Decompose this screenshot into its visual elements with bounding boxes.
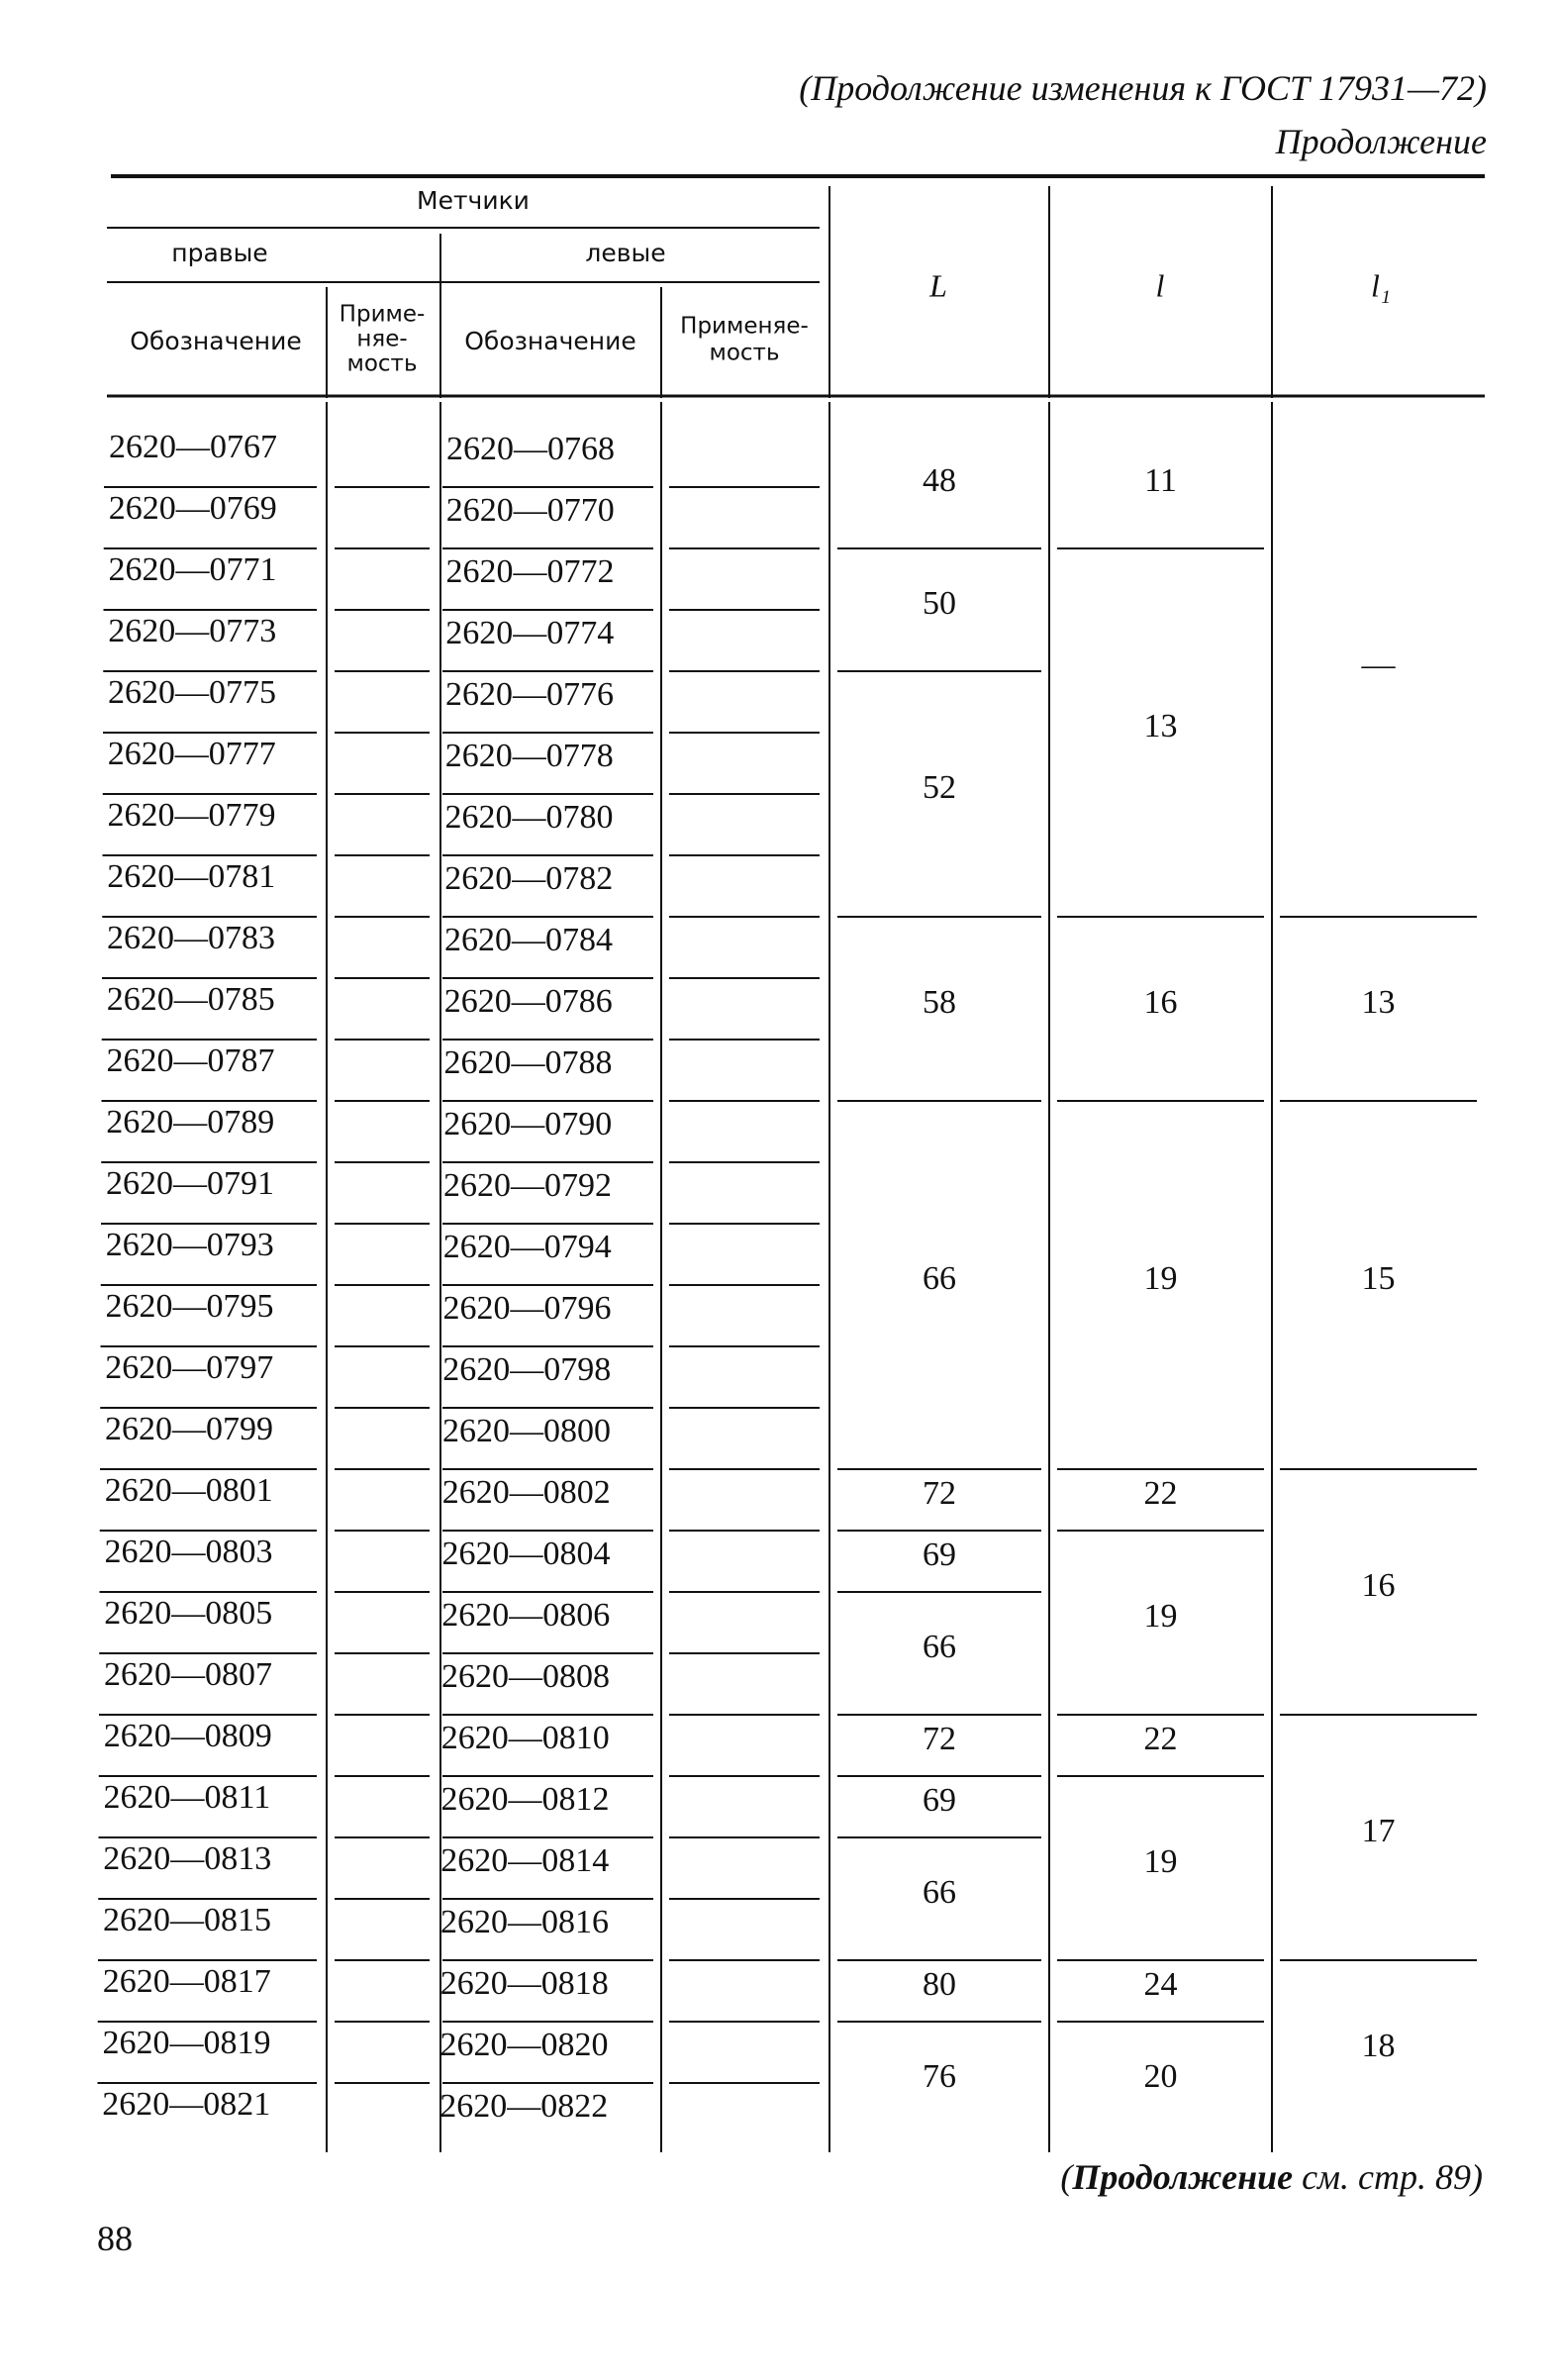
value-l1: 18 — [1361, 2027, 1396, 2064]
left-tap-designation: 2620—0796 — [442, 1289, 612, 1327]
header-col-l: l — [1155, 267, 1165, 304]
value-L: 48 — [923, 461, 956, 499]
value-l: 19 — [1143, 1259, 1178, 1297]
value-l1: 13 — [1361, 983, 1396, 1021]
left-tap-designation: 2620—0804 — [441, 1535, 611, 1572]
header-right-applicability: мость — [346, 350, 418, 377]
value-l1: 15 — [1361, 1259, 1396, 1297]
value-l1: 16 — [1361, 1566, 1396, 1604]
left-tap-designation: 2620—0812 — [440, 1780, 610, 1818]
right-tap-designation: 2620—0791 — [106, 1164, 274, 1202]
header-group-title: Метчики — [417, 186, 530, 215]
header-right-applicability: Приме- — [339, 301, 426, 328]
header-right-applicability: няе- — [356, 326, 408, 352]
right-tap-designation: 2620—0805 — [104, 1594, 273, 1632]
header-col-l1: l₁ — [1370, 267, 1392, 304]
value-l: 19 — [1143, 1597, 1178, 1635]
left-tap-designation: 2620—0822 — [439, 2087, 609, 2125]
value-l1: — — [1361, 645, 1396, 683]
left-tap-designation: 2620—0788 — [443, 1043, 613, 1081]
value-L: 50 — [923, 584, 956, 622]
left-tap-designation: 2620—0816 — [440, 1903, 609, 1940]
left-tap-designation: 2620—0790 — [443, 1105, 613, 1142]
right-tap-designation: 2620—0795 — [105, 1287, 274, 1325]
left-tap-designation: 2620—0774 — [445, 614, 615, 651]
value-L: 66 — [923, 1628, 956, 1665]
header-col-L: L — [929, 267, 947, 304]
document-header-continuation: Продолжение — [1275, 122, 1487, 161]
left-tap-designation: 2620—0818 — [439, 1964, 609, 2002]
right-tap-designation: 2620—0797 — [105, 1348, 274, 1386]
header-left-designation: Обозначение — [464, 327, 636, 355]
page-number: 88 — [97, 2219, 133, 2258]
right-tap-designation: 2620—0781 — [107, 857, 276, 895]
left-tap-designation: 2620—0768 — [446, 430, 615, 467]
header-left-title: левые — [585, 239, 666, 267]
right-tap-designation: 2620—0783 — [107, 919, 275, 956]
right-tap-designation: 2620—0813 — [103, 1839, 272, 1877]
value-l: 13 — [1143, 707, 1178, 744]
value-L: 58 — [923, 983, 956, 1021]
right-tap-designation: 2620—0771 — [108, 550, 277, 588]
right-tap-designation: 2620—0785 — [106, 980, 275, 1018]
left-tap-designation: 2620—0776 — [445, 675, 614, 713]
value-L: 52 — [923, 768, 956, 806]
left-tap-designation: 2620—0784 — [444, 921, 613, 958]
value-l: 19 — [1143, 1842, 1178, 1880]
header-right-designation: Обозначение — [130, 327, 302, 355]
left-tap-designation: 2620—0800 — [442, 1412, 611, 1449]
right-tap-designation: 2620—0773 — [108, 612, 277, 649]
right-tap-designation: 2620—0817 — [102, 1962, 271, 2000]
right-tap-designation: 2620—0769 — [108, 489, 277, 527]
right-tap-designation: 2620—0807 — [104, 1655, 272, 1693]
value-l: 16 — [1143, 983, 1178, 1021]
left-tap-designation: 2620—0782 — [444, 859, 614, 897]
left-tap-designation: 2620—0806 — [441, 1596, 611, 1634]
left-tap-designation: 2620—0794 — [442, 1228, 612, 1265]
right-tap-designation: 2620—0801 — [104, 1471, 273, 1509]
right-tap-designation: 2620—0793 — [105, 1226, 274, 1263]
value-L: 76 — [923, 2057, 956, 2095]
right-tap-designation: 2620—0821 — [102, 2085, 271, 2123]
right-tap-designation: 2620—0779 — [107, 796, 276, 834]
left-tap-designation: 2620—0808 — [441, 1657, 610, 1695]
right-tap-designation: 2620—0815 — [103, 1901, 271, 1938]
header-left-applicability: Применяе- — [680, 313, 809, 340]
value-L: 80 — [923, 1965, 956, 2003]
right-tap-designation: 2620—0775 — [108, 673, 276, 711]
header-right-title: правые — [171, 239, 268, 267]
value-L: 66 — [923, 1259, 956, 1297]
right-tap-designation: 2620—0819 — [102, 2024, 271, 2061]
value-L: 66 — [923, 1873, 956, 1911]
left-tap-designation: 2620—0786 — [443, 982, 613, 1020]
value-L: 72 — [923, 1474, 956, 1512]
left-tap-designation: 2620—0810 — [440, 1719, 610, 1756]
document-header-reference: (Продолжение изменения к ГОСТ 17931—72) — [799, 68, 1487, 108]
right-tap-designation: 2620—0787 — [106, 1041, 275, 1079]
right-tap-designation: 2620—0799 — [105, 1410, 273, 1447]
value-l: 20 — [1143, 2057, 1178, 2095]
value-l1: 17 — [1361, 1812, 1396, 1849]
value-L: 69 — [923, 1781, 956, 1819]
left-tap-designation: 2620—0814 — [440, 1841, 610, 1879]
continuation-note: (Продолжение см. стр. 89) — [1060, 2157, 1483, 2197]
left-tap-designation: 2620—0770 — [445, 491, 615, 529]
header-left-applicability: мость — [709, 340, 780, 366]
left-tap-designation: 2620—0772 — [445, 552, 615, 590]
right-tap-designation: 2620—0803 — [104, 1533, 273, 1570]
value-l: 24 — [1143, 1965, 1178, 2003]
value-l: 22 — [1143, 1720, 1178, 1757]
value-l: 22 — [1143, 1474, 1178, 1512]
right-tap-designation: 2620—0811 — [103, 1778, 271, 1816]
right-tap-designation: 2620—0809 — [103, 1717, 272, 1754]
left-tap-designation: 2620—0802 — [441, 1473, 611, 1511]
value-L: 69 — [923, 1536, 956, 1573]
left-tap-designation: 2620—0792 — [443, 1166, 612, 1204]
right-tap-designation: 2620—0777 — [107, 735, 276, 772]
value-l: 11 — [1144, 461, 1177, 499]
left-tap-designation: 2620—0778 — [444, 737, 614, 774]
left-tap-designation: 2620—0798 — [442, 1350, 612, 1388]
left-tap-designation: 2620—0780 — [444, 798, 614, 836]
right-tap-designation: 2620—0767 — [109, 428, 277, 465]
value-L: 72 — [923, 1720, 956, 1757]
right-tap-designation: 2620—0789 — [106, 1103, 275, 1140]
left-tap-designation: 2620—0820 — [439, 2026, 609, 2063]
